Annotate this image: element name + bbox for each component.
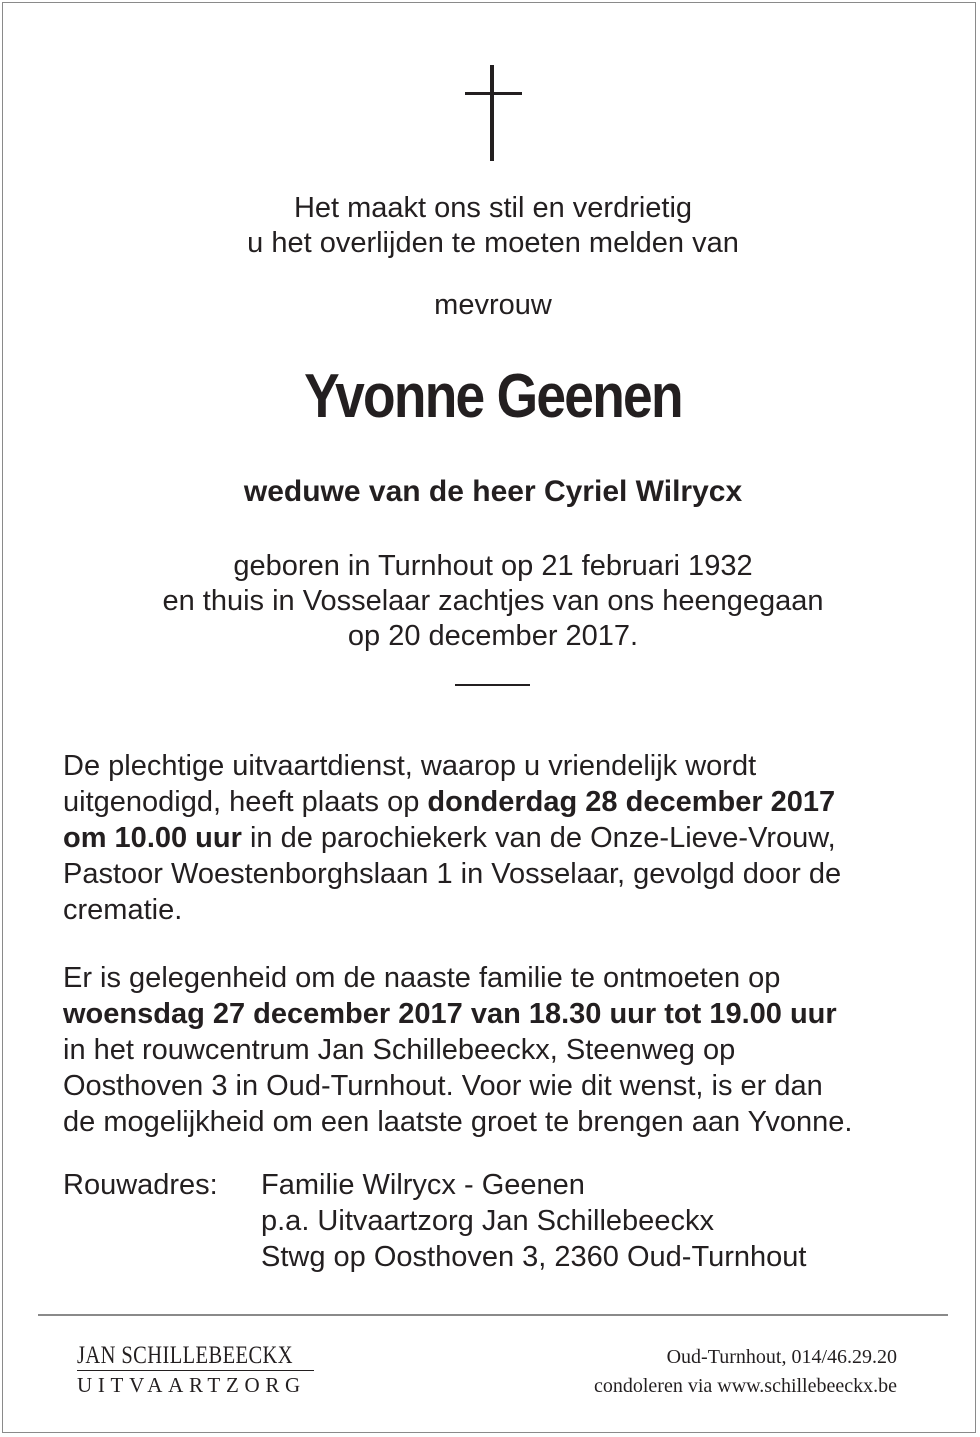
death-date-line: op 20 december 2017.	[347, 620, 639, 652]
brand-name: JAN SCHILLEBEECKX	[77, 1342, 293, 1369]
funeral-text: uitgenodigd, heeft plaats op	[63, 786, 428, 818]
dates-text	[3, 549, 980, 654]
contact-website: condoleren via www.schillebeeckx.be	[593, 1375, 897, 1397]
funeral-paragraph	[63, 748, 943, 928]
visit-datetime: woensdag 27 december 2017 van 18.30 uur tot 19.00 uur	[63, 998, 837, 1030]
funeral-line: De plechtige uitvaartdienst, waarop u vriendelijk wordt	[63, 750, 757, 782]
footer-divider	[38, 1314, 948, 1316]
visit-line: in het rouwcentrum Jan Schillebeeckx, Steenweg op	[63, 1034, 736, 1066]
brand-subtitle: UITVAARTZORG	[77, 1373, 306, 1397]
divider	[455, 684, 530, 686]
funeral-date: donderdag 28 december 2017	[427, 786, 836, 818]
contact-block	[594, 1343, 897, 1401]
intro-line-2: u het overlijden te moeten melden van	[247, 227, 739, 259]
funeral-line	[63, 784, 943, 820]
funeral-line	[63, 820, 943, 856]
visit-line: Oosthoven 3 in Oud-Turnhout. Voor wie dit wenst, is er dan	[63, 1070, 823, 1102]
address-line: Familie Wilrycx - Geenen	[261, 1169, 585, 1201]
address-line: p.a. Uitvaartzorg Jan Schillebeeckx	[261, 1205, 714, 1237]
visit-line	[63, 996, 943, 1032]
funeral-line: Pastoor Woestenborghslaan 1 in Vosselaar, gevolgd door de	[63, 858, 842, 890]
birth-line: geboren in Turnhout op 21 februari 1932	[233, 550, 753, 582]
deceased-name: Yvonne Geenen	[304, 362, 682, 431]
death-line: en thuis in Vosselaar zachtjes van ons heengegaan	[162, 585, 824, 617]
title-text: mevrouw	[434, 289, 552, 321]
intro-line-1: Het maakt ons stil en verdrietig	[293, 192, 693, 224]
address-line: Stwg op Oosthoven 3, 2360 Oud-Turnhout	[261, 1241, 807, 1273]
obituary-card	[2, 2, 976, 1433]
widow-line: weduwe van de heer Cyriel Wilrycx	[243, 475, 743, 508]
funeral-time: om 10.00 uur	[63, 822, 242, 854]
cross-icon	[3, 65, 980, 165]
funeral-text: in de parochiekerk van de Onze-Lieve-Vrouw,	[241, 822, 836, 854]
address-label: Rouwadres:	[63, 1169, 218, 1201]
contact-phone: Oud-Turnhout, 014/46.29.20	[666, 1346, 897, 1368]
visit-line: de mogelijkheid om een laatste groet te brengen aan Yvonne.	[63, 1106, 853, 1138]
intro-text	[3, 191, 980, 261]
funeral-line: crematie.	[63, 894, 183, 926]
brand-underline	[77, 1370, 314, 1371]
visit-paragraph	[63, 960, 943, 1140]
address-block	[261, 1167, 806, 1275]
visit-line: Er is gelegenheid om de naaste familie te ontmoeten op	[63, 962, 781, 994]
